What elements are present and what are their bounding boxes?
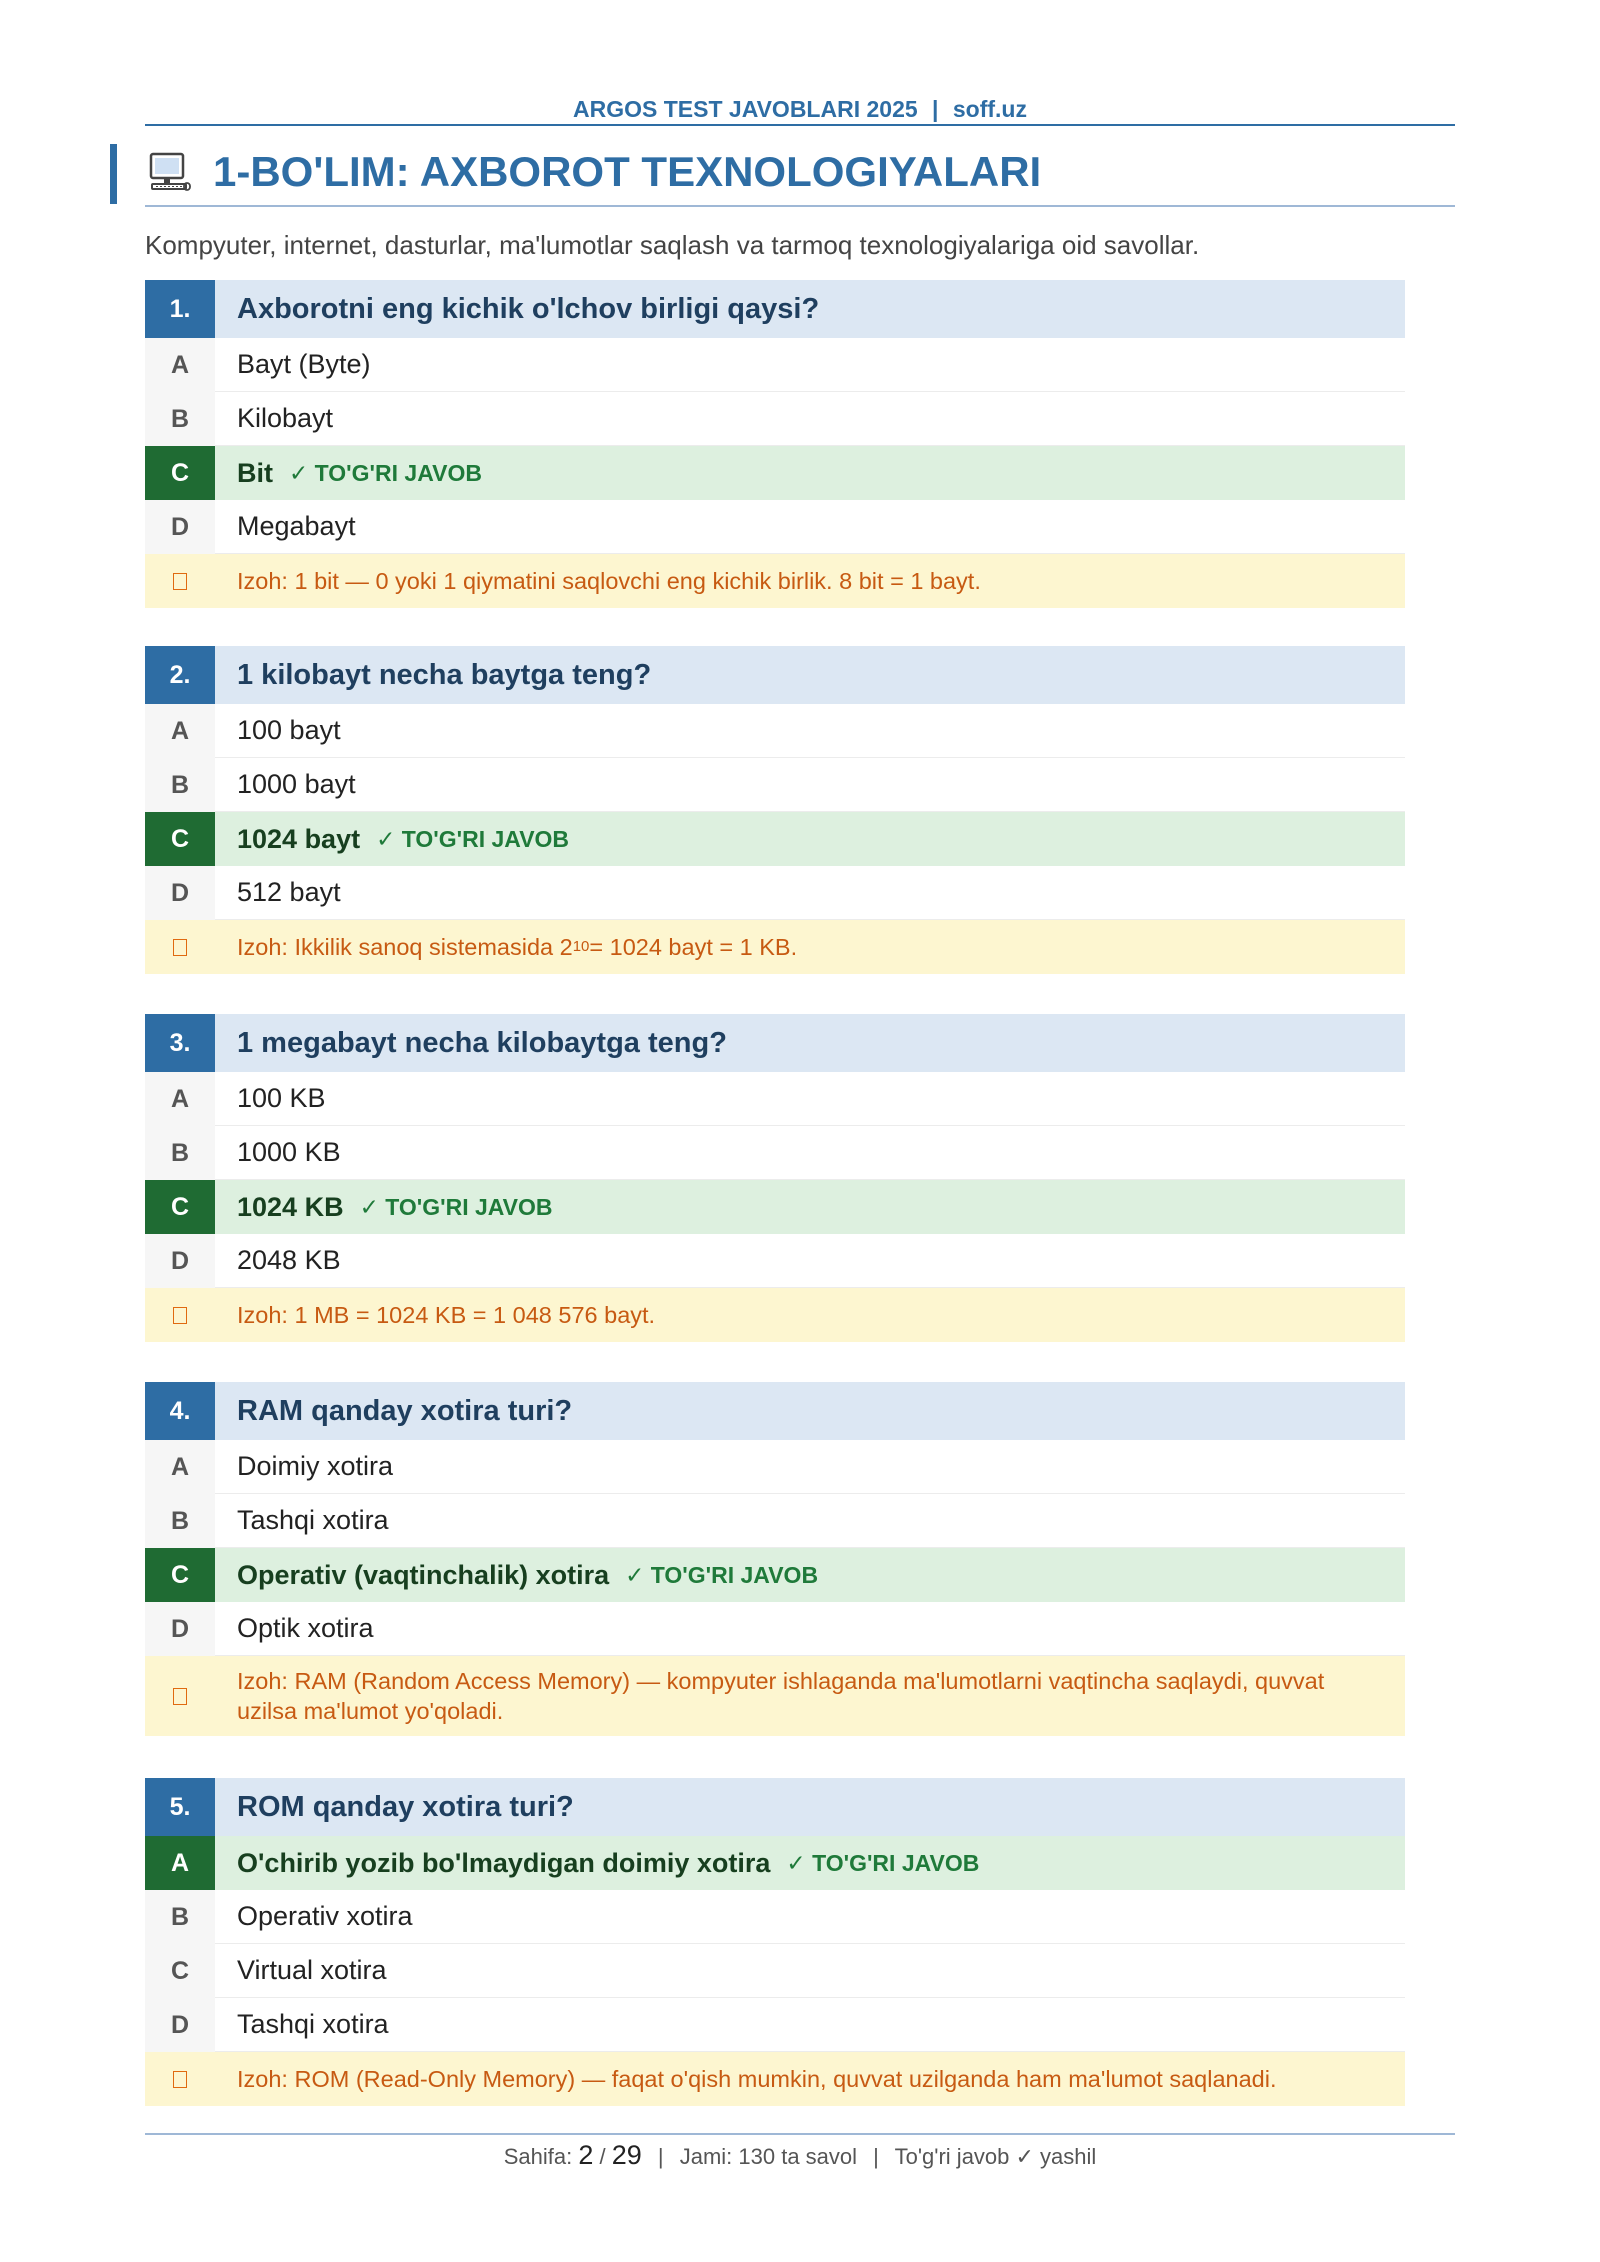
note-row <box>145 920 1405 974</box>
option-row <box>145 1944 1405 1998</box>
option-row <box>145 1234 1405 1288</box>
option-letter: C <box>145 1180 215 1234</box>
note-icon-cell <box>145 1288 215 1342</box>
option-letter: A <box>145 1836 215 1890</box>
question-text: Axborotni eng kichik o'lchov birligi qaysi? <box>215 280 1405 338</box>
question-text: ROM qanday xotira turi? <box>215 1778 1405 1836</box>
option-text: Virtual xotira <box>237 1955 387 1985</box>
option-letter: D <box>145 1602 215 1656</box>
option-letter: A <box>145 1072 215 1126</box>
option-text-cell <box>215 1602 1405 1656</box>
option-text: Bit <box>237 457 273 488</box>
option-text: O'chirib yozib bo'lmaydigan doimiy xotira <box>237 1847 771 1878</box>
option-text-cell <box>215 392 1405 446</box>
option-text-cell <box>215 704 1405 758</box>
question-number: 2. <box>145 646 215 704</box>
option-text: Operativ xotira <box>237 1901 413 1931</box>
question-text: RAM qanday xotira turi? <box>215 1382 1405 1440</box>
option-text-cell <box>215 812 1405 866</box>
option-text-cell <box>215 758 1405 812</box>
section-accent-bar <box>110 144 117 204</box>
computer-icon <box>146 150 192 196</box>
question-row <box>145 280 1405 338</box>
note-text-before: Izoh: Ikkilik sanoq sistemasida 2 <box>237 934 573 960</box>
option-text-cell <box>215 1836 1405 1890</box>
option-text: Kilobayt <box>237 403 334 433</box>
note-superscript: 10 <box>572 938 590 955</box>
note-icon-cell <box>145 2052 215 2106</box>
option-text: 512 bayt <box>237 877 341 907</box>
question-text: 1 megabayt necha kilobaytga teng? <box>215 1014 1405 1072</box>
question-number: 5. <box>145 1778 215 1836</box>
correct-option-row <box>145 1180 1405 1234</box>
note-text: Izoh: ROM (Read-Only Memory) — faqat o'qish mumkin, quvvat uzilganda ham ma'lumot saqlanadi. <box>215 2052 1405 2106</box>
option-text-cell <box>215 1234 1405 1288</box>
footer-page-current: 2 <box>578 2140 594 2170</box>
running-header <box>145 96 1455 123</box>
note-text: Izoh: 1 MB = 1024 KB = 1 048 576 bayt. <box>215 1288 1405 1342</box>
question-block <box>145 1014 1405 1342</box>
option-text-cell <box>215 1440 1405 1494</box>
option-text-cell <box>215 1494 1405 1548</box>
question-block <box>145 1778 1405 2106</box>
correct-answer-mark: ✓ TO'G'RI JAVOB <box>289 459 482 486</box>
option-text-cell <box>215 1548 1405 1602</box>
footer-page-sep: / <box>599 2144 606 2169</box>
option-row <box>145 338 1405 392</box>
question-number: 4. <box>145 1382 215 1440</box>
option-letter: B <box>145 1890 215 1944</box>
option-text-cell <box>215 446 1405 500</box>
question-text: 1 kilobayt necha baytga teng? <box>215 646 1405 704</box>
option-text-cell <box>215 1180 1405 1234</box>
correct-answer-mark: ✓ TO'G'RI JAVOB <box>359 1193 553 1220</box>
option-row <box>145 392 1405 446</box>
option-row <box>145 758 1405 812</box>
question-block <box>145 280 1405 608</box>
option-letter: B <box>145 1494 215 1548</box>
option-letter: B <box>145 758 215 812</box>
option-letter: B <box>145 392 215 446</box>
note-row <box>145 1656 1405 1736</box>
option-letter: C <box>145 812 215 866</box>
footer-total: Jami: 130 ta savol <box>679 2144 858 2169</box>
section-description: Kompyuter, internet, dasturlar, ma'lumotlar saqlash va tarmoq texnologiyalariga oid savollar. <box>145 230 1200 260</box>
note-text: Izoh: 1 bit — 0 yoki 1 qiymatini saqlovchi eng kichik birlik. 8 bit = 1 bayt. <box>215 554 1405 608</box>
option-letter: D <box>145 1998 215 2052</box>
option-letter: D <box>145 866 215 920</box>
question-row <box>145 1014 1405 1072</box>
option-row <box>145 1602 1405 1656</box>
footer-rule <box>145 2133 1455 2135</box>
note-row <box>145 554 1405 608</box>
question-block <box>145 1382 1405 1736</box>
correct-option-row <box>145 446 1405 500</box>
correct-option-row <box>145 1548 1405 1602</box>
option-letter: D <box>145 500 215 554</box>
correct-option-row <box>145 1836 1405 1890</box>
option-letter: B <box>145 1126 215 1180</box>
note-icon-cell <box>145 1656 215 1736</box>
option-text-cell <box>215 1890 1405 1944</box>
option-text-cell <box>215 1944 1405 1998</box>
note-box-icon <box>173 939 187 956</box>
option-text-cell <box>215 338 1405 392</box>
correct-answer-mark: ✓ TO'G'RI JAVOB <box>376 825 570 852</box>
note-text: Izoh: RAM (Random Access Memory) — kompyuter ishlaganda ma'lumotlarni vaqtincha saqlaydi, quvvat uzilsa ma'lumot yo'qoladi. <box>215 1656 1405 1736</box>
option-text-cell <box>215 866 1405 920</box>
header-title: ARGOS TEST JAVOBLARI 2025 <box>573 96 918 122</box>
footer-sep-1: | <box>657 2144 664 2169</box>
question-block <box>145 646 1405 974</box>
correct-answer-mark: ✓ TO'G'RI JAVOB <box>625 1561 819 1588</box>
page-footer <box>145 2140 1455 2171</box>
section-title: 1-BO'LIM: AXBOROT TEXNOLOGIYALARI <box>213 148 1042 195</box>
header-site: soff.uz <box>952 96 1027 122</box>
question-row <box>145 646 1405 704</box>
option-row <box>145 500 1405 554</box>
option-letter: A <box>145 338 215 392</box>
option-row <box>145 1890 1405 1944</box>
section-heading <box>110 142 1455 204</box>
option-text: 1024 bayt <box>237 823 361 854</box>
option-letter: C <box>145 1548 215 1602</box>
footer-sep-2: | <box>873 2144 879 2169</box>
option-letter: A <box>145 1440 215 1494</box>
option-row <box>145 704 1405 758</box>
question-number: 1. <box>145 280 215 338</box>
option-row <box>145 1126 1405 1180</box>
option-text: 100 bayt <box>237 715 341 745</box>
section-rule <box>145 205 1455 207</box>
note-icon-cell <box>145 920 215 974</box>
option-row <box>145 866 1405 920</box>
option-row <box>145 1072 1405 1126</box>
note-box-icon <box>173 573 187 590</box>
note-text-after: = 1024 bayt = 1 KB. <box>589 934 798 960</box>
option-row <box>145 1998 1405 2052</box>
option-text-cell <box>215 1072 1405 1126</box>
option-text: Doimiy xotira <box>237 1451 394 1481</box>
option-row <box>145 1494 1405 1548</box>
header-rule <box>145 124 1455 126</box>
option-text: 1000 bayt <box>237 769 356 799</box>
option-letter: C <box>145 446 215 500</box>
note-box-icon <box>173 1307 187 1324</box>
option-text: 1000 KB <box>237 1137 341 1167</box>
option-text: 100 KB <box>237 1083 326 1113</box>
option-text: 1024 KB <box>237 1191 344 1222</box>
note-row <box>145 1288 1405 1342</box>
option-text: Optik xotira <box>237 1613 374 1643</box>
footer-page-label: Sahifa: <box>503 2144 573 2169</box>
option-text: Tashqi xotira <box>237 1505 389 1535</box>
option-letter: A <box>145 704 215 758</box>
option-text: Operativ (vaqtinchalik) xotira <box>237 1559 610 1590</box>
note-box-icon <box>173 1688 187 1705</box>
note-text <box>215 920 1405 974</box>
option-text-cell <box>215 500 1405 554</box>
correct-answer-mark: ✓ TO'G'RI JAVOB <box>786 1849 980 1876</box>
note-icon-cell <box>145 554 215 608</box>
option-text-cell <box>215 1998 1405 2052</box>
option-text: Megabayt <box>237 511 356 541</box>
option-text: Tashqi xotira <box>237 2009 389 2039</box>
question-row <box>145 1382 1405 1440</box>
option-letter: C <box>145 1944 215 1998</box>
footer-legend: To'g'ri javob ✓ yashil <box>894 2144 1097 2169</box>
option-text: Bayt (Byte) <box>237 349 371 379</box>
note-row <box>145 2052 1405 2106</box>
correct-option-row <box>145 812 1405 866</box>
option-letter: D <box>145 1234 215 1288</box>
note-box-icon <box>173 2071 187 2088</box>
question-number: 3. <box>145 1014 215 1072</box>
header-separator: | <box>932 96 939 122</box>
question-row <box>145 1778 1405 1836</box>
option-text: 2048 KB <box>237 1245 341 1275</box>
option-row <box>145 1440 1405 1494</box>
footer-page-total: 29 <box>611 2140 642 2170</box>
option-text-cell <box>215 1126 1405 1180</box>
